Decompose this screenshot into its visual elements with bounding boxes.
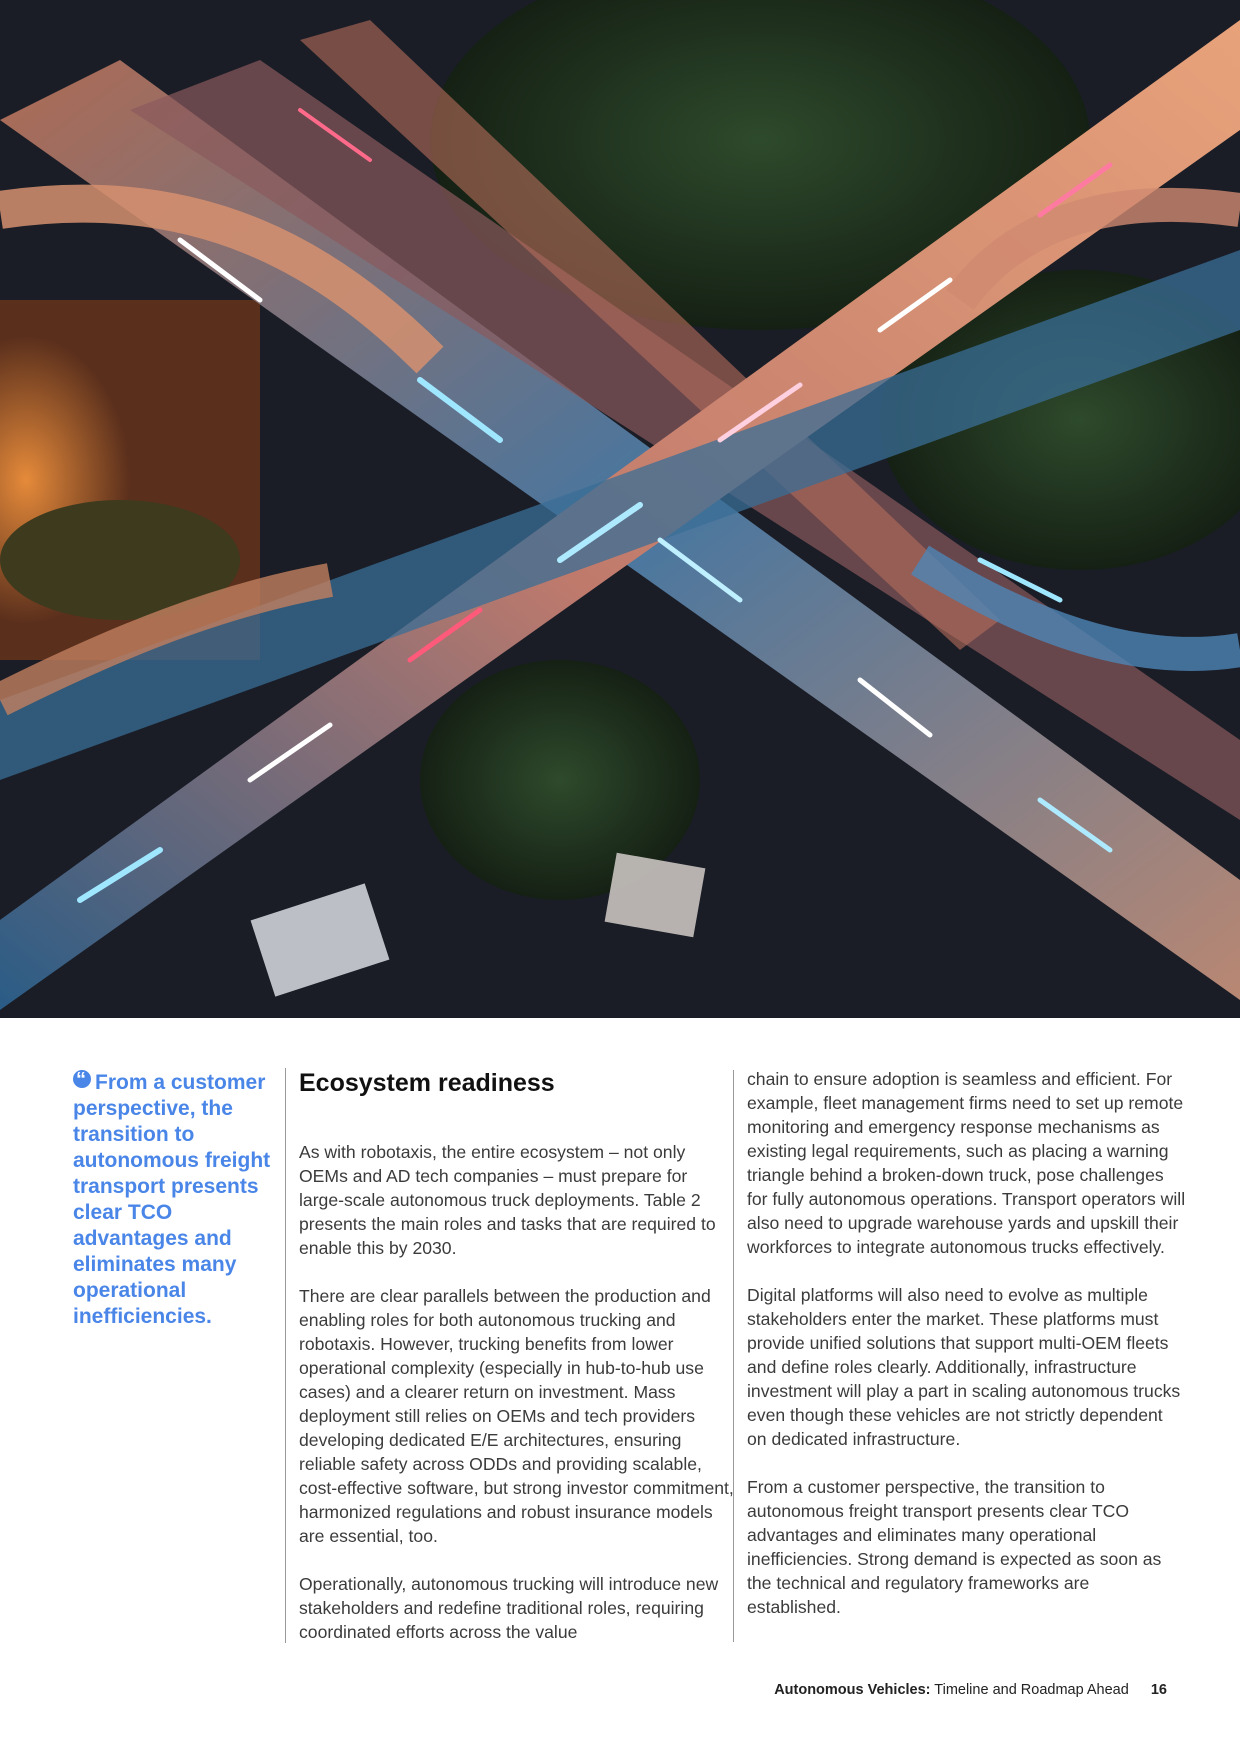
paragraph: There are clear parallels between the production and enabling roles for both autonomous trucking and robotaxis. However, trucking benefits from lower operational complexity (especially in hub-to-hub use cases) and a clearer return on investment. Mass deployment still relies on OEMs and tech providers developing dedicated E/E architectures, ensuring reliable safety across ODDs and providing scalable, cost-effective software, but strong investor commitment, harmonized regulations and robust insurance models are essential, too.: [299, 1286, 734, 1546]
page-footer: [774, 1681, 1167, 1699]
footer-brand: Autonomous Vehicles:: [774, 1682, 931, 1698]
pull-quote-text: From a customer perspective, the transition to autonomous freight transport presents clear TCO advantages and eliminates many operational inefficiencies.: [73, 1071, 271, 1328]
footer-subtitle: Timeline and Roadmap Ahead: [934, 1682, 1129, 1698]
section-title: Ecosystem readiness: [299, 1069, 555, 1097]
page-number: 16: [1150, 1682, 1167, 1698]
quote-icon: [73, 1070, 91, 1088]
article-column-right: [733, 1070, 1187, 1642]
paragraph: As with robotaxis, the entire ecosystem – not only OEMs and AD tech companies – must prepare for large-scale autonomous truck deployments. Table 2 presents the main roles and tasks that are required to enable this by 2030.: [299, 1142, 716, 1258]
article-column-middle: [285, 1068, 735, 1643]
pull-quote: [73, 1070, 273, 1330]
paragraph: From a customer perspective, the transition to autonomous freight transport presents clear TCO advantages and eliminates many operational inefficiencies. Strong demand is expected as soon as the technical and regulatory frameworks are established.: [747, 1477, 1162, 1617]
paragraph: Operationally, autonomous trucking will introduce new stakeholders and redefine traditional roles, requiring coordinated efforts across the value: [299, 1574, 719, 1642]
paragraph: Digital platforms will also need to evolve as multiple stakeholders enter the market. These platforms must provide unified solutions that support multi-OEM fleets and define roles clearly. Additionally, infrastructure investment will play a part in scaling autonomous trucks even though these vehicles are not strictly dependent on dedicated infrastructure.: [747, 1285, 1181, 1449]
paragraph: chain to ensure adoption is seamless and efficient. For example, fleet management firms need to set up remote monitoring and emergency response mechanisms as existing legal requirements, such as placing a warning triangle behind a broken-down truck, pose challenges for fully autonomous operations. Transport operators will also need to upgrade warehouse yards and upskill their workforces to integrate autonomous trucks effectively.: [747, 1069, 1186, 1257]
